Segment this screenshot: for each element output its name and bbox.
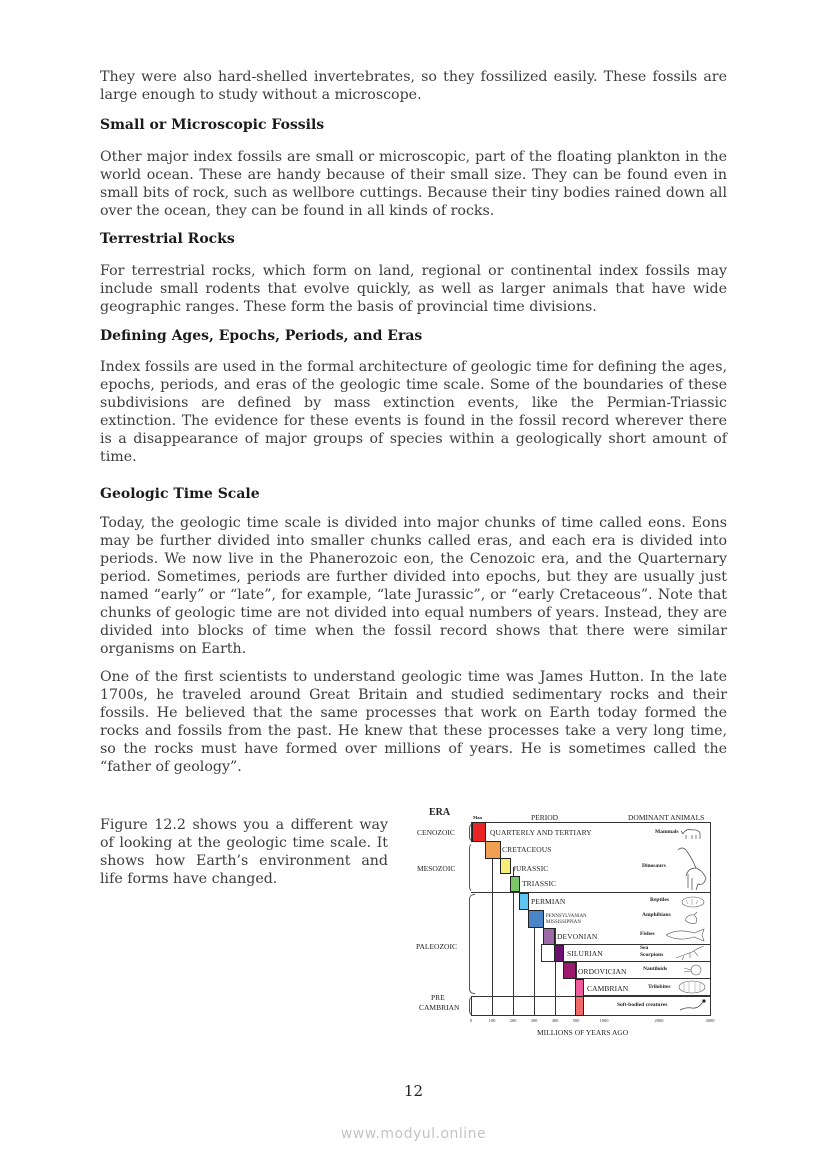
period-devonian: DEVONIAN xyxy=(557,932,598,941)
paragraph-terrestrial: For terrestrial rocks, which form on land, regional or continental index fossils may include small rodents that evolve quickly, as well as larger animals that have wide geographic ranges. These form the basis of provincial time divisions. xyxy=(100,263,727,315)
x-axis-label: MILLIONS OF YEARS AGO xyxy=(537,1028,629,1037)
era-mesozoic: MESOZOIC xyxy=(417,864,456,873)
period-cretaceous: CRETACEOUS xyxy=(502,845,552,854)
gridline-100 xyxy=(492,842,493,1016)
period-pennsylvanian: PENNSYLVANIAN xyxy=(546,914,587,919)
block-jurassic xyxy=(500,858,511,874)
era-cenozoic: CENOZOIC xyxy=(417,828,455,837)
animal-fishes: Fishes xyxy=(640,931,655,937)
paragraph-intro: They were also hard-shelled invertebrates, so they fossilized easily. These fossils are large enough to study without a microscope. xyxy=(100,69,727,103)
block-pennsylvanian xyxy=(528,910,544,928)
era-header: ERA xyxy=(429,807,451,818)
man-header: Man xyxy=(473,815,482,820)
block-precambrian xyxy=(575,996,584,1016)
paragraph-defining: Index fossils are used in the formal architecture of geologic time for defining the ages, epochs, periods, and eras of the geologic time scale. Some of the boundaries of these subdivisions are defined by mass extinction events, like the Permian-Triassic extinction. The evidence for these events is found in the fossil record wherever there is a disappearance of major groups of species within a geologically short amount of time. xyxy=(100,359,727,465)
corner xyxy=(471,892,472,893)
watermark: www.modyul.online xyxy=(340,1126,487,1142)
animal-soft-bodied: Soft-bodied creatures xyxy=(617,1002,668,1008)
tick-400: 400 xyxy=(551,1018,559,1023)
amphibian-icon xyxy=(682,910,700,926)
page-number: 12 xyxy=(403,1082,424,1100)
soft-bodied-creature-icon xyxy=(678,997,708,1013)
tick-100: 100 xyxy=(488,1018,496,1023)
tick-0: 0 xyxy=(469,1018,473,1023)
block-cretaceous xyxy=(485,841,501,859)
block-cambrian xyxy=(575,979,584,997)
trilobite-icon xyxy=(676,979,708,995)
tick-2000: 2000 xyxy=(654,1018,664,1023)
sea-scorpion-icon xyxy=(674,944,706,962)
era-precambrian-line1: PRE xyxy=(431,993,445,1002)
period-cambrian: CAMBRIAN xyxy=(587,984,629,993)
heading-geologic-time-scale: Geologic Time Scale xyxy=(100,486,260,502)
period-jurassic: JURASSIC xyxy=(513,864,549,873)
period-silurian: SILURIAN xyxy=(567,949,603,958)
period-permian: PERMIAN xyxy=(531,897,566,906)
animal-nautiloids: Nautiloids xyxy=(643,966,668,972)
era-paleozoic: PALEOZOIC xyxy=(416,942,457,951)
paleozoic-brace xyxy=(469,894,475,994)
paragraph-time-scale-2: One of the first scientists to understand geologic time was James Hutton. In the late 1700s, he traveled around Great Britain and studied sedimentary rocks and their fossils. He believed that the same processes that work on Earth today formed the rocks and fossils from the past. He knew that these processes take a very long time, so the rocks must have formed over millions of years. He is sometimes called the “father of geology”. xyxy=(100,669,727,775)
era-precambrian-line2: CAMBRIAN xyxy=(419,1003,460,1012)
geologic-time-scale-figure xyxy=(410,800,730,1045)
period-quarterly-tertiary: QUARTERLY AND TERTIARY xyxy=(490,828,592,837)
gridline-400 xyxy=(555,928,556,1016)
tick-3000: 3000 xyxy=(705,1018,715,1023)
animal-trilobites: Trilobites xyxy=(648,984,671,990)
row-precambrian xyxy=(471,996,711,1016)
animal-dinosaurs: Dinosaurs xyxy=(642,863,666,869)
heading-small-fossils: Small or Microscopic Fossils xyxy=(100,117,325,133)
tick-1000: 1000 xyxy=(599,1018,609,1023)
block-devonian xyxy=(543,928,555,945)
x-axis-line xyxy=(471,1015,711,1016)
period-ordovician: ORDOVICIAN xyxy=(578,967,627,976)
dominant-animals-header: DOMINANT ANIMALS xyxy=(628,813,705,822)
tick-300: 300 xyxy=(530,1018,538,1023)
dinosaur-icon xyxy=(674,844,710,892)
block-triassic xyxy=(510,876,520,892)
period-triassic: TRIASSIC xyxy=(522,879,557,888)
block-quarterly xyxy=(472,822,486,842)
mammal-icon xyxy=(680,825,704,841)
paragraph-small-fossils: Other major index fossils are small or microscopic, part of the floating plankton in the world ocean. These are handy because of their small size. They can be found even in small bits of rock, such as wellbore cuttings. Because their tiny bodies rained down all over the ocean, they can be found in all kinds of rocks. xyxy=(100,149,727,219)
block-silurian xyxy=(554,945,564,962)
animal-reptiles: Reptiles xyxy=(650,897,669,903)
animal-amphibians: Amphibians xyxy=(642,912,671,918)
paragraph-time-scale-1: Today, the geologic time scale is divided into major chunks of time called eons. Eons may be further divided into smaller chunks called eras, and each era is divided into periods. We now live in the Phanerozoic eon, the Cenozoic era, and the Quarternary period. Sometimes, periods are further divided into epochs, but they are usually just named “early” or “late”, for example, “late Jurassic”, or “early Cretaceous”. Note that chunks of geologic time are not divided into equal numbers of years. Instead, they are divided into blocks of time when the fossil record shows that there were similar organisms on Earth. xyxy=(100,515,727,657)
tick-500: 500 xyxy=(572,1018,580,1023)
tick-200: 200 xyxy=(509,1018,517,1023)
reptile-icon xyxy=(680,895,706,909)
animal-sea-scorpions-2: Scorpions xyxy=(640,952,664,958)
period-mississippian: MISSISSIPPIAN xyxy=(546,920,581,925)
divider-mesozoic-paleozoic xyxy=(471,892,711,893)
animal-mammals: Mammals xyxy=(655,829,679,835)
animal-sea-scorpions-1: Sea xyxy=(640,945,649,951)
nautiloid-icon xyxy=(680,962,706,978)
period-header: PERIOD xyxy=(531,813,559,822)
figure-caption: Figure 12.2 shows you a different way of looking at the geologic time scale. It shows how Earth’s environment and life forms have changed. xyxy=(100,817,388,887)
block-permian xyxy=(519,893,529,910)
heading-terrestrial: Terrestrial Rocks xyxy=(100,231,235,247)
fish-icon xyxy=(664,927,708,943)
heading-defining: Defining Ages, Epochs, Periods, and Eras xyxy=(100,328,423,344)
block-ordovician xyxy=(563,962,576,979)
